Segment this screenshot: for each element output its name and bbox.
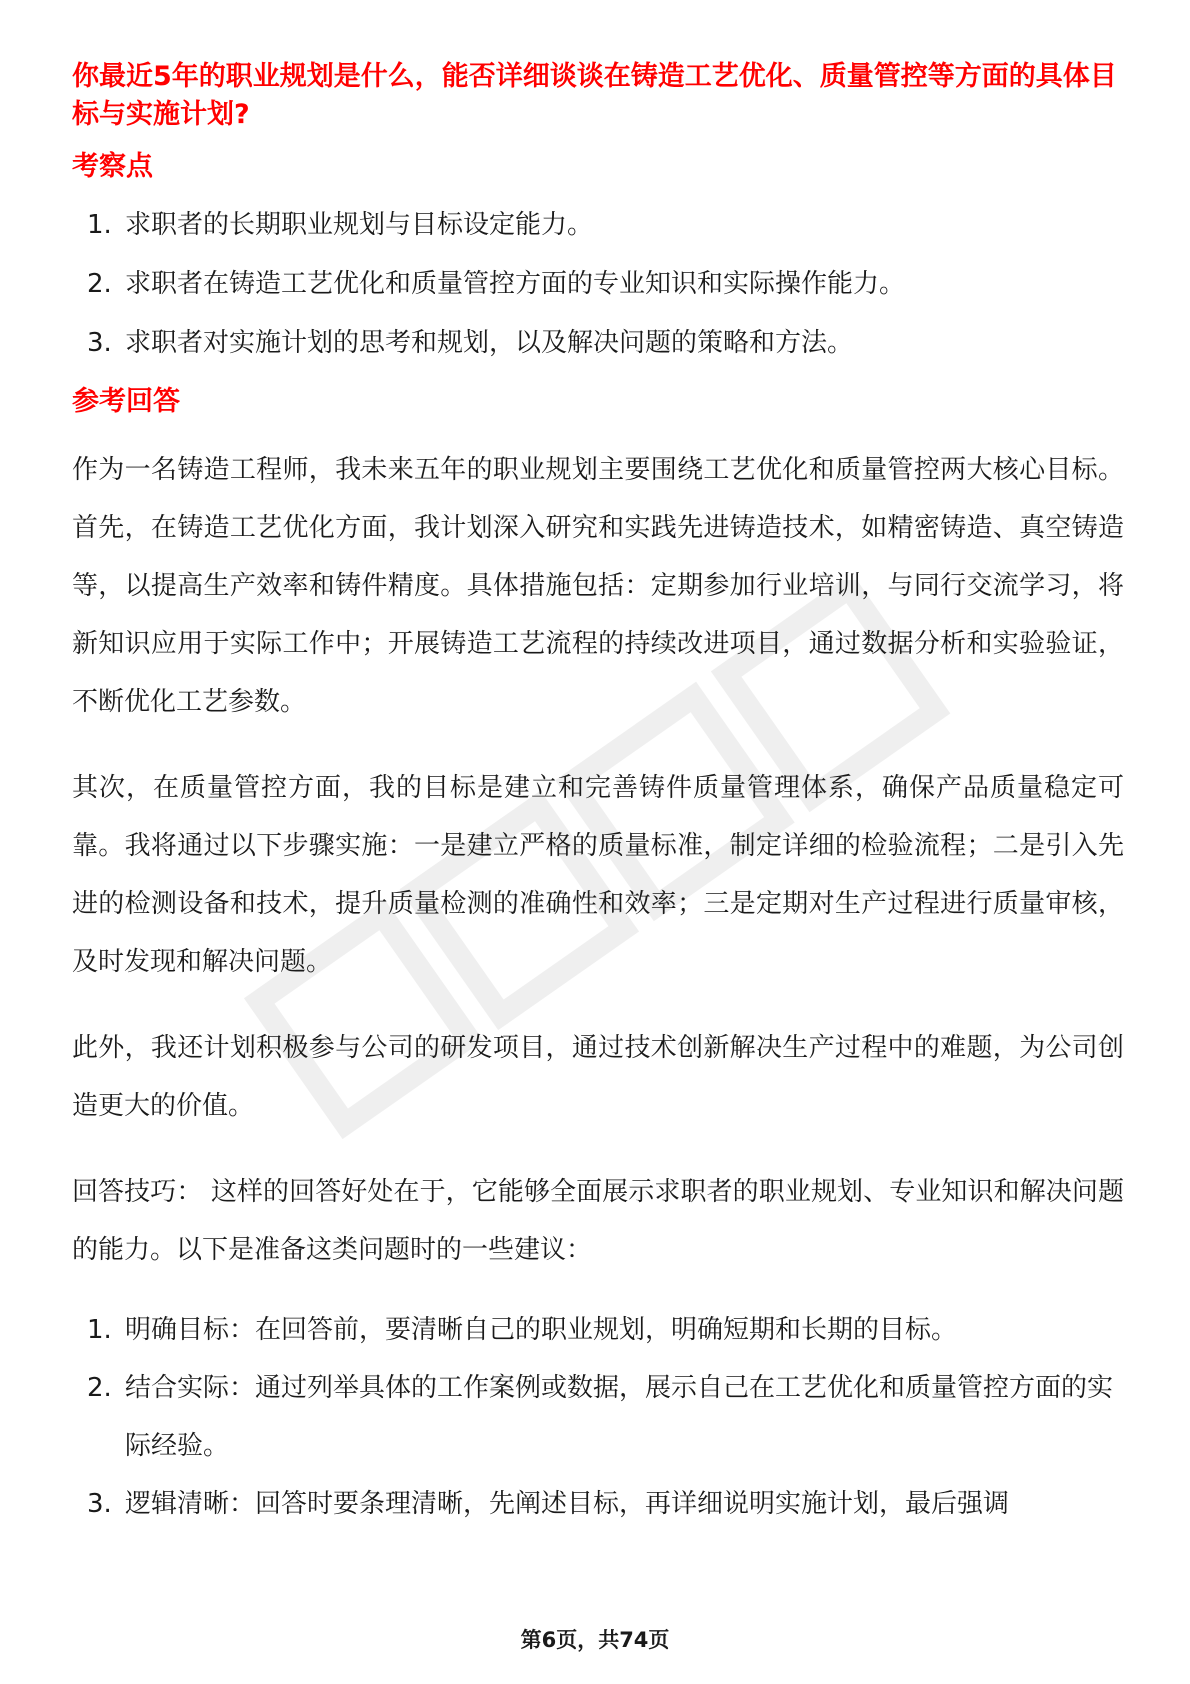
focus-section-title: 考察点 [72, 151, 153, 182]
list-text: 明确目标：在回答前，要清晰自己的职业规划，明确短期和长期的目标。 [125, 1315, 958, 1345]
list-item [72, 1301, 1124, 1359]
answer-paragraph: 作为一名铸造工程师，我未来五年的职业规划主要围绕工艺优化和质量管控两大核心目标。首先，在铸造工艺优化方面，我计划深入研究和实践先进铸造技术，如精密铸造、真空铸造等，以提高生产效率和铸件精度。具体措施包括：定期参加行业培训，与同行交流学习，将新知识应用于实际工作中；开展铸造工艺流程的持续改进项目，通过数据分析和实验验证，不断优化工艺参数。 [72, 455, 1124, 717]
list-item [72, 206, 1124, 244]
answer-paragraph: 此外，我还计划积极参与公司的研发项目，通过技术创新解决生产过程中的难题，为公司创造更大的价值。 [72, 1033, 1124, 1121]
answer-section-title: 参考回答 [72, 386, 180, 417]
list-number: 1. [87, 210, 112, 240]
list-number: 2. [87, 1373, 112, 1403]
list-number: 1. [87, 1315, 112, 1345]
list-number: 3. [87, 328, 112, 358]
list-text: 求职者对实施计划的思考和规划，以及解决问题的策略和方法。 [125, 328, 854, 358]
page-footer: 第6页，共74页 [520, 1628, 670, 1652]
tips-paragraph: 回答技巧： 这样的回答好处在于，它能够全面展示求职者的职业规划、专业知识和解决问题的能力。以下是准备这类问题时的一些建议： [72, 1177, 1124, 1265]
list-item [72, 1475, 1124, 1533]
list-text: 求职者的长期职业规划与目标设定能力。 [125, 210, 594, 240]
list-text: 结合实际：通过列举具体的工作案例或数据，展示自己在工艺优化和质量管控方面的实际经验。 [125, 1373, 1114, 1461]
list-item [72, 324, 1124, 362]
focus-list [72, 206, 1124, 362]
question-heading: 你最近5年的职业规划是什么，能否详细谈谈在铸造工艺优化、质量管控等方面的具体目标与实施计划? [72, 61, 1117, 130]
document-page [72, 58, 1124, 1533]
list-item [72, 265, 1124, 303]
list-item [72, 1359, 1124, 1475]
list-number: 3. [87, 1489, 112, 1519]
tips-list [72, 1301, 1124, 1533]
answer-paragraph: 其次，在质量管控方面，我的目标是建立和完善铸件质量管理体系，确保产品质量稳定可靠。我将通过以下步骤实施：一是建立严格的质量标准，制定详细的检验流程；二是引入先进的检测设备和技术，提升质量检测的准确性和效率；三是定期对生产过程进行质量审核，及时发现和解决问题。 [72, 773, 1124, 977]
list-text: 求职者在铸造工艺优化和质量管控方面的专业知识和实际操作能力。 [125, 269, 906, 299]
list-number: 2. [87, 269, 112, 299]
list-text: 逻辑清晰：回答时要条理清晰，先阐述目标，再详细说明实施计划，最后强调 [125, 1489, 1010, 1519]
